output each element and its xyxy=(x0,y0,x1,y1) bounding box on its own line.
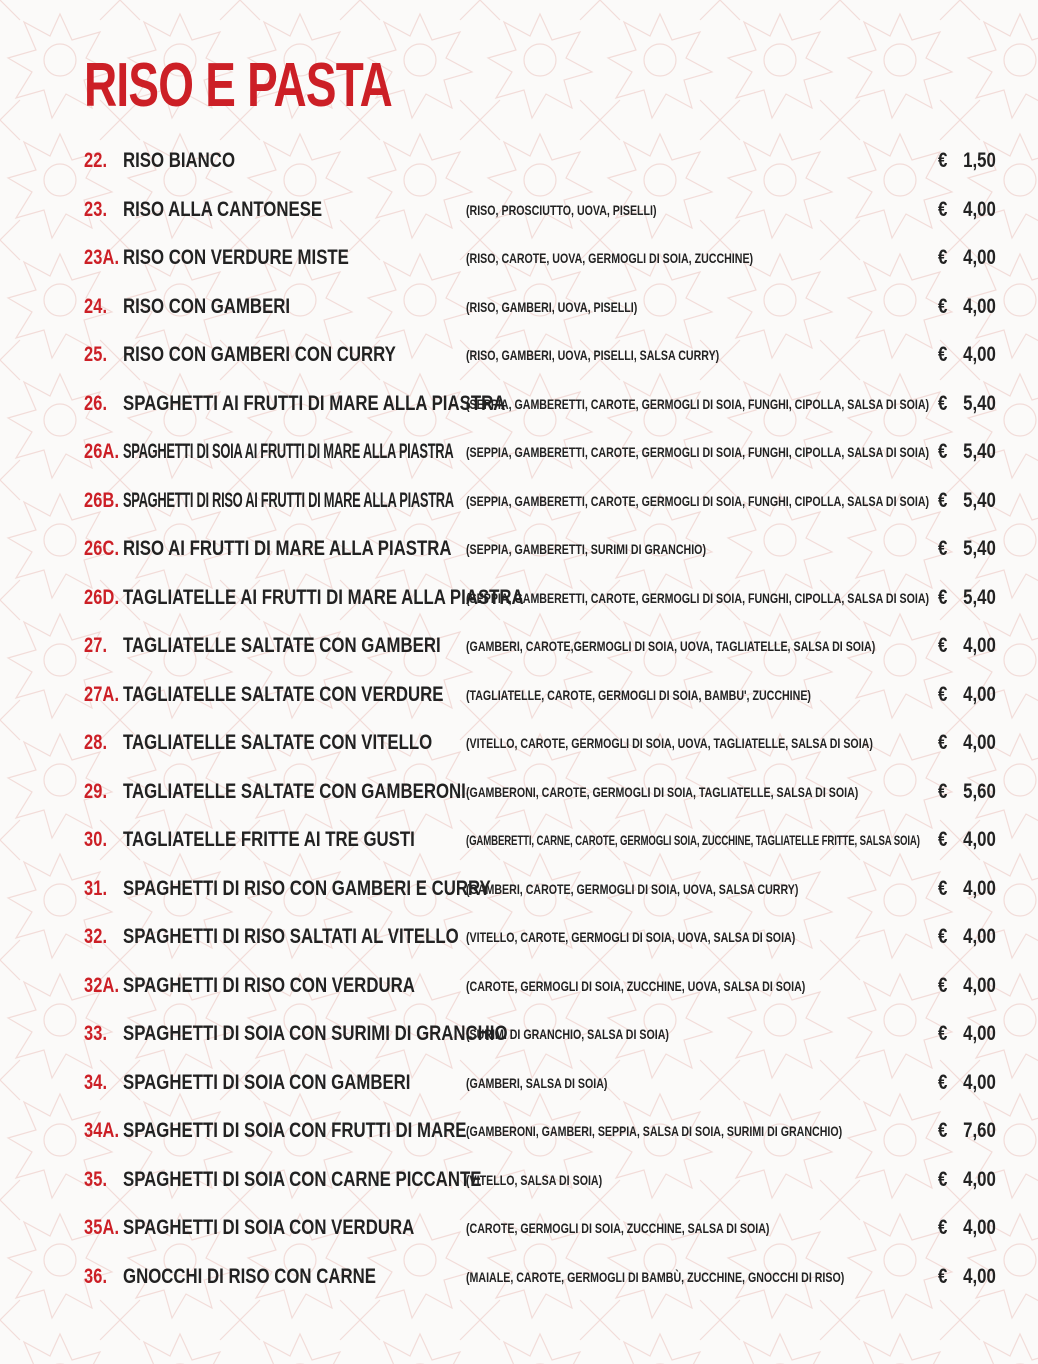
item-ingredients: (MAIALE, CAROTE, GERMOGLI DI BAMBÙ, ZUCCHINE, GNOCCHI DI RISO) xyxy=(466,1268,845,1285)
item-name: RISO AI FRUTTI DI MARE ALLA PIASTRA xyxy=(123,537,452,560)
item-price: 4,00 xyxy=(963,876,996,900)
item-price: 4,00 xyxy=(963,1167,996,1191)
item-currency: € xyxy=(938,343,948,366)
item-name: RISO ALLA CANTONESE xyxy=(123,197,323,221)
item-price: 4,00 xyxy=(963,1264,996,1288)
item-price: 4,00 xyxy=(963,197,996,221)
item-ingredients: (GAMBERONI, CAROTE, GERMOGLI DI SOIA, TAGLIATELLE, SALSA DI SOIA) xyxy=(466,783,859,800)
item-name: SPAGHETTI DI RISO CON GAMBERI E CURRY xyxy=(123,876,491,900)
item-currency: € xyxy=(938,779,948,803)
item-currency: € xyxy=(938,876,948,900)
item-ingredients: (SEPPIA, GAMBERETTI, CAROTE, GERMOGLI DI SOIA, FUNGHI, CIPOLLA, SALSA DI SOIA) xyxy=(466,444,930,460)
item-name: TAGLIATELLE FRITTE AI TRE GUSTI xyxy=(123,828,415,851)
item-ingredients: (CAROTE, GERMOGLI DI SOIA, ZUCCHINE, UOVA, SALSA DI SOIA) xyxy=(466,977,806,994)
item-price: 4,00 xyxy=(963,634,996,657)
item-name: SPAGHETTI DI SOIA CON VERDURA xyxy=(123,1216,415,1239)
item-ingredients: (RISO, CAROTE, UOVA, GERMOGLI DI SOIA, ZUCCHINE) xyxy=(466,250,754,266)
item-number: 26C. xyxy=(84,537,120,560)
item-number: 35A. xyxy=(84,1216,120,1239)
item-name: TAGLIATELLE SALTATE CON GAMBERI xyxy=(123,634,441,657)
item-number: 25. xyxy=(84,343,108,366)
item-name: SPAGHETTI DI SOIA AI FRUTTI DI MARE ALLA PIASTRA xyxy=(123,440,454,463)
item-name: TAGLIATELLE SALTATE CON GAMBERONI xyxy=(123,779,466,803)
item-currency: € xyxy=(938,682,948,706)
item-currency: € xyxy=(938,294,948,318)
item-currency: € xyxy=(938,1264,948,1288)
menu-item xyxy=(0,962,1038,1011)
item-ingredients: (VITELLO, CAROTE, GERMOGLI DI SOIA, UOVA, SALSA DI SOIA) xyxy=(466,929,796,945)
item-ingredients: (SEPPIA, GAMBERETTI, CAROTE, GERMOGLI DI SOIA, FUNGHI, CIPOLLA, SALSA DI SOIA) xyxy=(466,492,930,509)
menu-item xyxy=(0,913,1038,962)
item-number: 34. xyxy=(84,1070,108,1094)
item-currency: € xyxy=(938,391,948,415)
item-name: RISO CON GAMBERI CON CURRY xyxy=(123,343,396,366)
item-ingredients: (GAMBERI, CAROTE,GERMOGLI DI SOIA, UOVA, TAGLIATELLE, SALSA DI SOIA) xyxy=(466,638,876,654)
item-number: 31. xyxy=(84,876,108,900)
item-name: GNOCCHI DI RISO CON CARNE xyxy=(123,1264,376,1288)
item-price: 4,00 xyxy=(963,1022,996,1045)
item-price: 4,00 xyxy=(963,1216,996,1239)
page-title: RISO E PASTA xyxy=(84,51,393,120)
menu-item xyxy=(0,1204,1038,1253)
item-number: 26. xyxy=(84,391,108,415)
menu-item xyxy=(0,1107,1038,1156)
menu-item xyxy=(0,137,1038,186)
item-currency: € xyxy=(938,246,948,269)
item-currency: € xyxy=(938,1022,948,1045)
item-price: 5,40 xyxy=(963,440,996,463)
item-currency: € xyxy=(938,440,948,463)
item-ingredients: (GAMBERI, CAROTE, GERMOGLI DI SOIA, UOVA, SALSA CURRY) xyxy=(466,880,799,897)
item-price: 5,60 xyxy=(963,779,996,803)
item-price: 5,40 xyxy=(963,585,996,609)
item-price: 4,00 xyxy=(963,246,996,269)
item-ingredients: (SEPPIA, GAMBERETTI, CAROTE, GERMOGLI DI SOIA, FUNGHI, CIPOLLA, SALSA DI SOIA) xyxy=(466,395,930,412)
item-price: 4,00 xyxy=(963,1070,996,1094)
item-price: 4,00 xyxy=(963,973,996,997)
item-number: 26A. xyxy=(84,440,120,463)
item-number: 30. xyxy=(84,828,108,851)
item-name: SPAGHETTI DI RISO AI FRUTTI DI MARE ALLA PIASTRA xyxy=(123,488,454,512)
menu-item xyxy=(0,477,1038,526)
item-currency: € xyxy=(938,197,948,221)
menu-item xyxy=(0,283,1038,332)
item-price: 4,00 xyxy=(963,343,996,366)
item-currency: € xyxy=(938,1070,948,1094)
item-ingredients: (RISO, PROSCIUTTO, UOVA, PISELLI) xyxy=(466,201,657,218)
item-number: 24. xyxy=(84,294,108,318)
item-ingredients: (RISO, GAMBERI, UOVA, PISELLI) xyxy=(466,298,638,315)
item-name: TAGLIATELLE SALTATE CON VITELLO xyxy=(123,731,433,754)
menu-item xyxy=(0,380,1038,429)
item-name: SPAGHETTI AI FRUTTI DI MARE ALLA PIASTRA xyxy=(123,391,506,415)
item-ingredients: (SURIMI DI GRANCHIO, SALSA DI SOIA) xyxy=(466,1026,669,1042)
item-price: 7,60 xyxy=(963,1119,996,1142)
item-currency: € xyxy=(938,1167,948,1191)
item-number: 34A. xyxy=(84,1119,120,1142)
item-ingredients: (TAGLIATELLE, CAROTE, GERMOGLI DI SOIA, BAMBU', ZUCCHINE) xyxy=(466,686,811,703)
item-number: 26D. xyxy=(84,585,120,609)
item-ingredients: (VITELLO, SALSA DI SOIA) xyxy=(466,1171,603,1188)
menu-item xyxy=(0,186,1038,235)
item-name: TAGLIATELLE SALTATE CON VERDURE xyxy=(123,682,444,706)
item-name: SPAGHETTI DI RISO SALTATI AL VITELLO xyxy=(123,925,459,948)
menu-item xyxy=(0,816,1038,865)
item-number: 28. xyxy=(84,731,108,754)
item-currency: € xyxy=(938,585,948,609)
item-number: 32. xyxy=(84,925,108,948)
item-currency: € xyxy=(938,973,948,997)
item-currency: € xyxy=(938,925,948,948)
item-number: 29. xyxy=(84,779,108,803)
menu-item xyxy=(0,622,1038,671)
item-currency: € xyxy=(938,488,948,512)
menu-item xyxy=(0,525,1038,574)
item-ingredients: (RISO, GAMBERI, UOVA, PISELLI, SALSA CURRY) xyxy=(466,347,720,363)
item-price: 1,50 xyxy=(963,149,996,172)
item-ingredients: (SEPPIA, GAMBERETTI, CAROTE, GERMOGLI DI SOIA, FUNGHI, CIPOLLA, SALSA DI SOIA) xyxy=(466,589,930,606)
menu-item xyxy=(0,1010,1038,1059)
item-name: RISO CON GAMBERI xyxy=(123,294,291,318)
item-currency: € xyxy=(938,1119,948,1142)
item-price: 4,00 xyxy=(963,731,996,754)
item-currency: € xyxy=(938,537,948,560)
menu-item xyxy=(0,428,1038,477)
item-number: 33. xyxy=(84,1022,108,1045)
item-currency: € xyxy=(938,149,948,172)
item-price: 5,40 xyxy=(963,488,996,512)
item-number: 35. xyxy=(84,1167,108,1191)
item-number: 27A. xyxy=(84,682,120,706)
item-price: 5,40 xyxy=(963,537,996,560)
item-ingredients: (GAMBERETTI, CARNE, CAROTE, GERMOGLI SOIA, ZUCCHINE, TAGLIATELLE FRITTE, SALSA SOIA) xyxy=(466,832,920,848)
item-number: 36. xyxy=(84,1264,108,1288)
menu-item xyxy=(0,574,1038,623)
item-name: SPAGHETTI DI RISO CON VERDURA xyxy=(123,973,415,997)
item-currency: € xyxy=(938,828,948,851)
item-ingredients: (CAROTE, GERMOGLI DI SOIA, ZUCCHINE, SALSA DI SOIA) xyxy=(466,1220,770,1236)
item-price: 4,00 xyxy=(963,828,996,851)
item-ingredients: (GAMBERONI, GAMBERI, SEPPIA, SALSA DI SOIA, SURIMI DI GRANCHIO) xyxy=(466,1123,843,1139)
item-price: 4,00 xyxy=(963,682,996,706)
menu-item xyxy=(0,234,1038,283)
menu-item xyxy=(0,1059,1038,1108)
item-name: SPAGHETTI DI SOIA CON CARNE PICCANTE xyxy=(123,1167,482,1191)
item-ingredients: (GAMBERI, SALSA DI SOIA) xyxy=(466,1074,608,1091)
menu-list xyxy=(0,137,1038,1301)
menu-item xyxy=(0,1253,1038,1302)
item-name: SPAGHETTI DI SOIA CON GAMBERI xyxy=(123,1070,411,1094)
item-name: RISO CON VERDURE MISTE xyxy=(123,246,349,269)
item-number: 22. xyxy=(84,149,108,172)
item-number: 26B. xyxy=(84,488,120,512)
item-price: 4,00 xyxy=(963,925,996,948)
menu-item xyxy=(0,671,1038,720)
menu-item xyxy=(0,768,1038,817)
item-name: RISO BIANCO xyxy=(123,149,236,172)
item-ingredients: (SEPPIA, GAMBERETTI, SURIMI DI GRANCHIO) xyxy=(466,541,707,557)
item-currency: € xyxy=(938,731,948,754)
item-name: TAGLIATELLE AI FRUTTI DI MARE ALLA PIASTRA xyxy=(123,585,524,609)
item-ingredients: (VITELLO, CAROTE, GERMOGLI DI SOIA, UOVA, TAGLIATELLE, SALSA DI SOIA) xyxy=(466,735,873,751)
item-price: 4,00 xyxy=(963,294,996,318)
menu-item xyxy=(0,331,1038,380)
item-currency: € xyxy=(938,634,948,657)
item-currency: € xyxy=(938,1216,948,1239)
item-name: SPAGHETTI DI SOIA CON FRUTTI DI MARE xyxy=(123,1119,467,1142)
item-price: 5,40 xyxy=(963,391,996,415)
item-number: 27. xyxy=(84,634,108,657)
item-number: 32A. xyxy=(84,973,120,997)
item-name: SPAGHETTI DI SOIA CON SURIMI DI GRANCHIO xyxy=(123,1022,508,1045)
menu-item xyxy=(0,865,1038,914)
menu-item xyxy=(0,719,1038,768)
menu-item xyxy=(0,1156,1038,1205)
item-number: 23A. xyxy=(84,246,120,269)
item-number: 23. xyxy=(84,197,108,221)
